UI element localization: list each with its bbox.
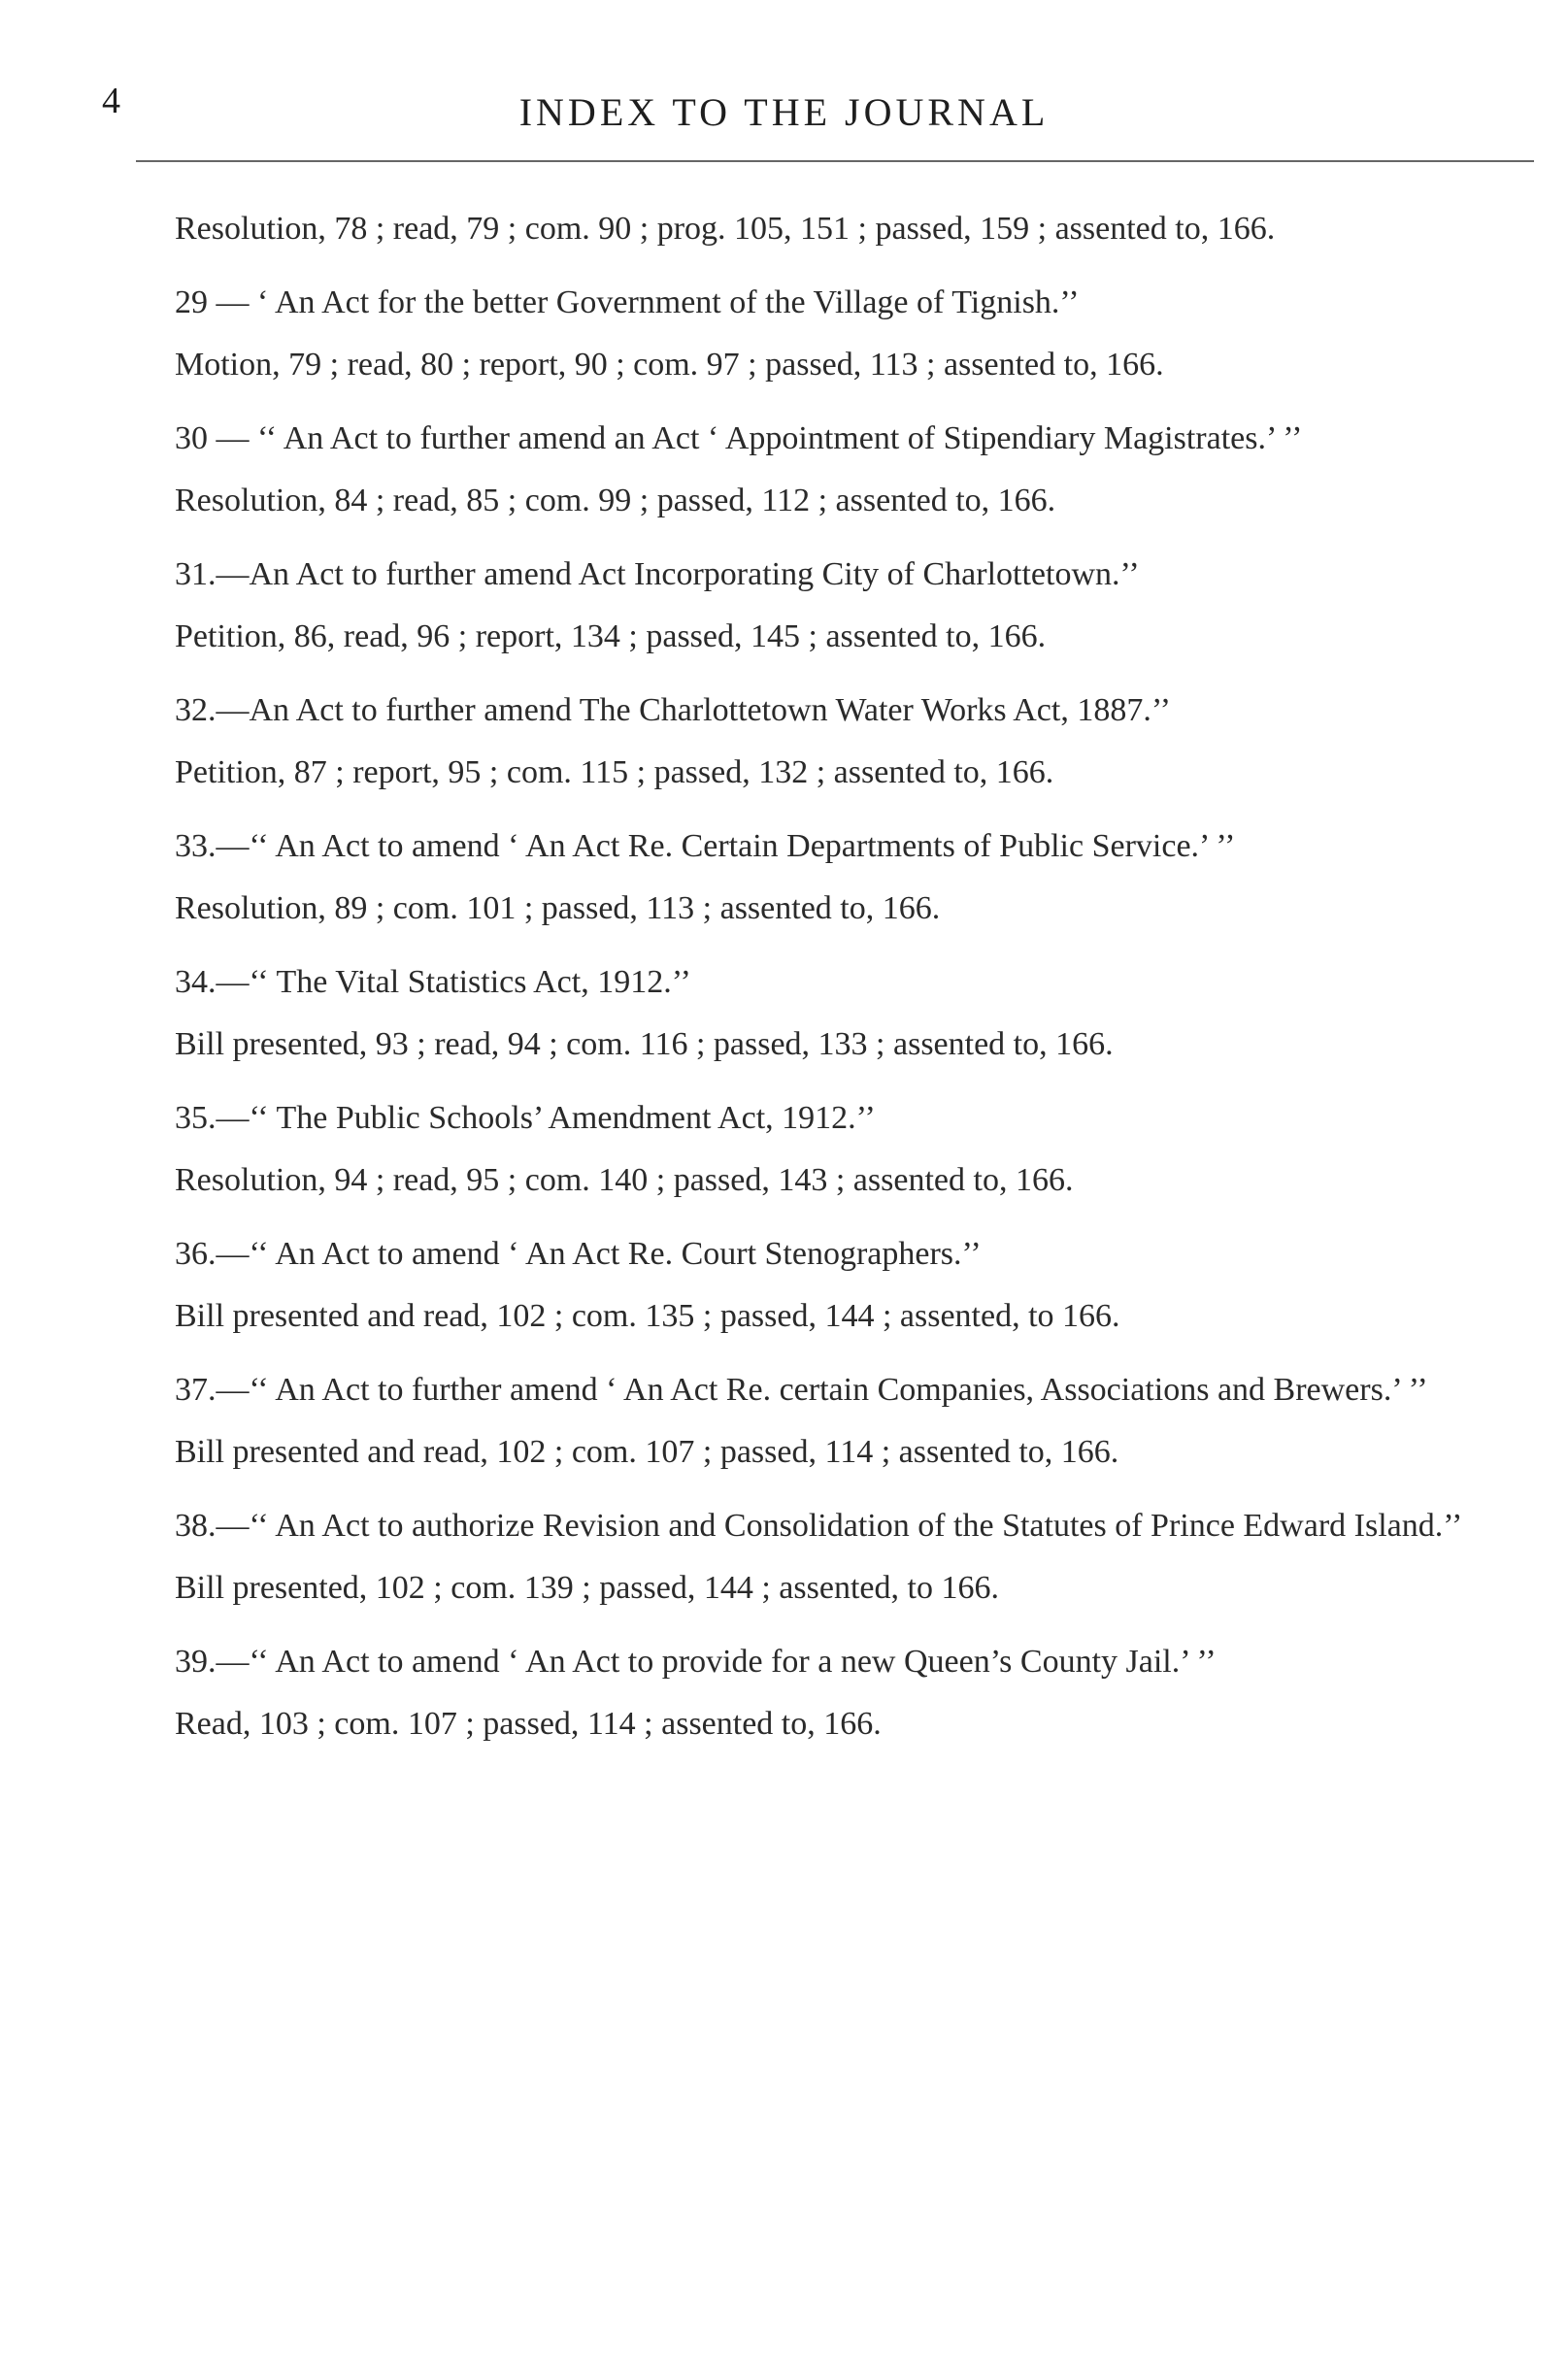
act-title: 34.—‘‘ The Vital Statistics Act, 1912.’’ <box>175 964 691 1000</box>
header-rule <box>136 160 1534 162</box>
index-entry <box>175 821 1534 934</box>
proceedings-detail: Resolution, 84 ; read, 85 ; com. 99 ; passed, 112 ; assented to, 166. <box>175 483 1056 518</box>
proceedings-detail: Petition, 86, read, 96 ; report, 134 ; passed, 145 ; assented to, 166. <box>175 618 1047 654</box>
page-number: 4 <box>102 81 120 121</box>
act-title: 29 — ‘ An Act for the better Government of the Village of Tignish.’’ <box>175 284 1080 320</box>
act-title: 37.—‘‘ An Act to further amend ‘ An Act Re. certain Companies, Associations and Brewers.’ ’’ <box>175 1372 1428 1408</box>
act-title: 36.—‘‘ An Act to amend ‘ An Act Re. Court Stenographers.’’ <box>175 1236 982 1272</box>
proceedings-detail: Resolution, 89 ; com. 101 ; passed, 113 ; assented to, 166. <box>175 890 941 926</box>
index-entry <box>175 550 1534 662</box>
proceedings-detail: Motion, 79 ; read, 80 ; report, 90 ; com. 97 ; passed, 113 ; assented to, 166. <box>175 347 1164 383</box>
proceedings-detail: Bill presented and read, 102 ; com. 135 ; passed, 144 ; assented, to 166. <box>175 1298 1120 1334</box>
index-entry <box>175 204 1534 254</box>
act-title: 35.—‘‘ The Public Schools’ Amendment Act, 1912.’’ <box>175 1100 876 1136</box>
index-entry <box>175 1637 1534 1750</box>
proceedings-detail: Resolution, 94 ; read, 95 ; com. 140 ; passed, 143 ; assented to, 166. <box>175 1162 1074 1198</box>
act-title: 39.—‘‘ An Act to amend ‘ An Act to provide for a new Queen’s County Jail.’ ’’ <box>175 1644 1217 1680</box>
running-head: INDEX TO THE JOURNAL <box>518 90 1050 134</box>
index-entry <box>175 957 1534 1070</box>
act-title: 30 — ‘‘ An Act to further amend an Act ‘ Appointment of Stipendiary Magistrates.’ ’’ <box>175 420 1303 456</box>
proceedings-detail: Petition, 87 ; report, 95 ; com. 115 ; passed, 132 ; assented to, 166. <box>175 754 1054 790</box>
act-title: 38.—‘‘ An Act to authorize Revision and Consolidation of the Statutes of Prince Edward Island.’’ <box>175 1508 1463 1544</box>
act-title: 31.—An Act to further amend Act Incorporating City of Charlottetown.’’ <box>175 556 1140 592</box>
index-entry <box>175 278 1534 390</box>
index-entry <box>175 414 1534 526</box>
act-title: 32.—An Act to further amend The Charlottetown Water Works Act, 1887.’’ <box>175 692 1171 728</box>
proceedings-detail: Resolution, 78 ; read, 79 ; com. 90 ; prog. 105, 151 ; passed, 159 ; assented to, 166. <box>175 211 1276 247</box>
proceedings-detail: Bill presented, 93 ; read, 94 ; com. 116 ; passed, 133 ; assented to, 166. <box>175 1026 1114 1062</box>
index-entry <box>175 1093 1534 1206</box>
index-entry <box>175 1501 1534 1614</box>
page-header <box>0 0 1568 165</box>
index-entry <box>175 685 1534 798</box>
proceedings-detail: Bill presented, 102 ; com. 139 ; passed, 144 ; assented, to 166. <box>175 1570 999 1606</box>
proceedings-detail: Bill presented and read, 102 ; com. 107 ; passed, 114 ; assented to, 166. <box>175 1434 1119 1470</box>
act-title: 33.—‘‘ An Act to amend ‘ An Act Re. Certain Departments of Public Service.’ ’’ <box>175 828 1236 864</box>
proceedings-detail: Read, 103 ; com. 107 ; passed, 114 ; assented to, 166. <box>175 1706 882 1742</box>
index-entry <box>175 1229 1534 1342</box>
index-entry <box>175 1365 1534 1478</box>
index-entries <box>175 204 1534 1773</box>
